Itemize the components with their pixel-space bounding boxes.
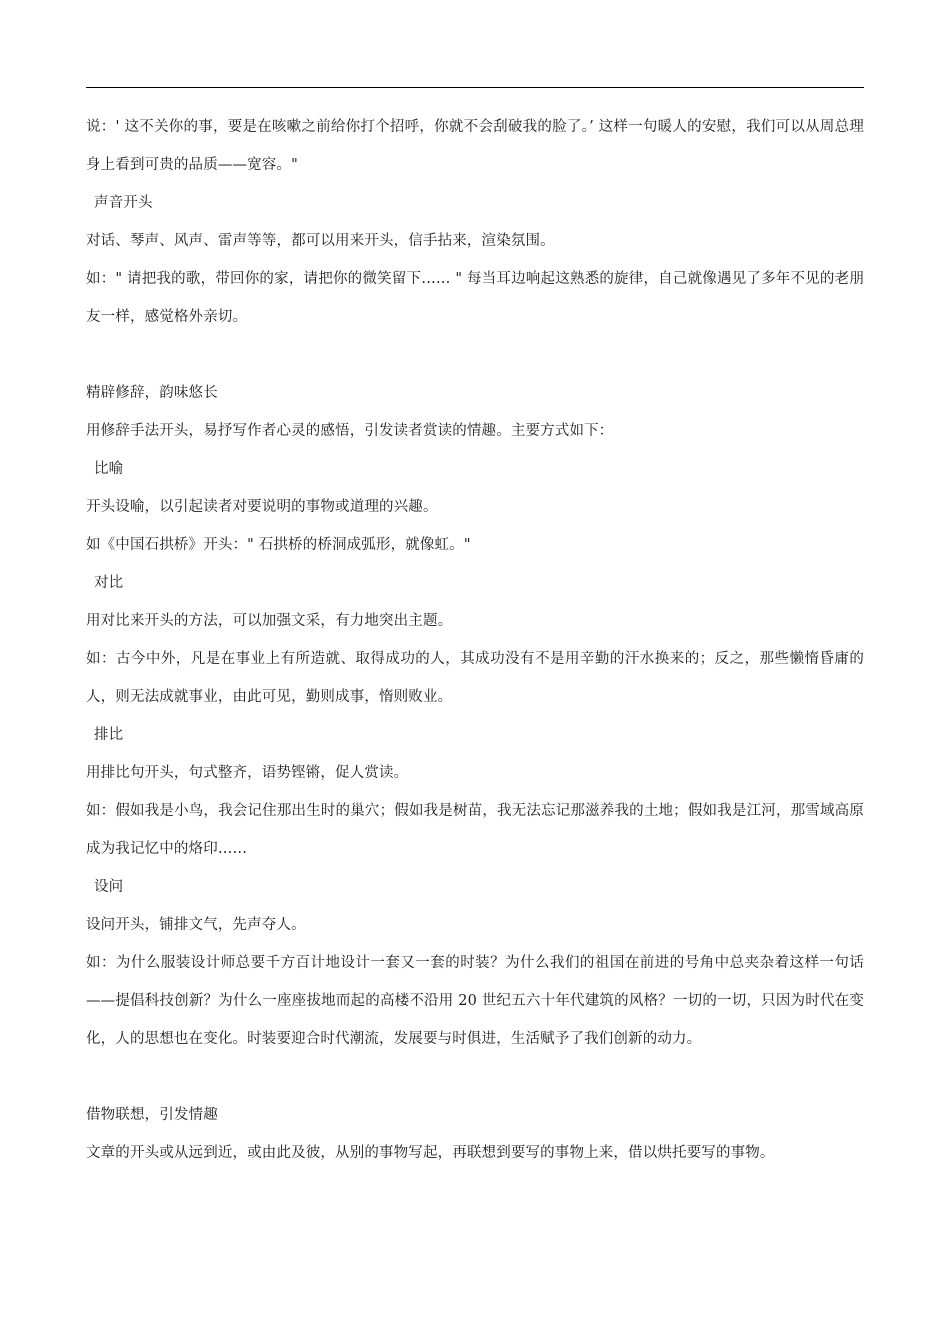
section-heading-association: 借物联想，引发情趣 xyxy=(86,1107,218,1123)
paragraph-comfort-quote: 说：' 这不关你的事，要是在咳嗽之前给你打个招呼，你就不会刮破我的脸了。’ 这样一句暖人的安慰，我们可以从周总理身上看到可贵的品质——宽容。" xyxy=(86,119,864,173)
blank-line xyxy=(86,1058,864,1096)
document-body xyxy=(86,108,864,1172)
paragraph-rhetoric-desc: 用修辞手法开头，易抒写作者心灵的感悟，引发读者赏读的情趣。主要方式如下： xyxy=(86,423,614,439)
subheading-metaphor: 比喻 xyxy=(94,461,124,477)
paragraph-parallelism-example: 如：假如我是小鸟，我会记住那出生时的巢穴；假如我是树苗，我无法忘记那滋养我的土地；假如我是江河，那雪域高原成为我记忆中的烙印…… xyxy=(86,803,864,857)
paragraph-question-example: 如：为什么服装设计师总要千方百计地设计一套又一套的时装？为什么我们的祖国在前进的号角中总夹杂着这样一句话——提倡科技创新？为什么一座座拔地而起的高楼不沿用 20 世纪五六十年代建筑的风格？一切的一切，只因为时代在变化，人的思想也在变化。时装要迎合时代潮流，发展要与时俱进，生活赋予了我们创新的动力。 xyxy=(86,955,864,1047)
paragraph-metaphor-example: 如《中国石拱桥》开头：" 石拱桥的桥洞成弧形，就像虹。" xyxy=(86,537,471,553)
paragraph-association-desc: 文章的开头或从远到近，或由此及彼，从别的事物写起，再联想到要写的事物上来，借以烘托要写的事物。 xyxy=(86,1145,775,1161)
subheading-parallelism: 排比 xyxy=(94,727,124,743)
paragraph-sound-example: 如：" 请把我的歌，带回你的家，请把你的微笑留下…… " 每当耳边响起这熟悉的旋律，自己就像遇见了多年不见的老朋友一样，感觉格外亲切。 xyxy=(86,271,864,325)
paragraph-metaphor-desc: 开头设喻，以引起读者对要说明的事物或道理的兴趣。 xyxy=(86,499,438,515)
subheading-contrast: 对比 xyxy=(94,575,124,591)
paragraph-contrast-desc: 用对比来开头的方法，可以加强文采，有力地突出主题。 xyxy=(86,613,453,629)
subheading-rhetorical-question: 设问 xyxy=(94,879,124,895)
paragraph-sound-desc: 对话、琴声、风声、雷声等等，都可以用来开头，信手拈来，渲染氛围。 xyxy=(86,233,555,249)
subheading-sound-opening: 声音开头 xyxy=(94,195,153,211)
paragraph-parallelism-desc: 用排比句开头，句式整齐，语势铿锵，促人赏读。 xyxy=(86,765,409,781)
paragraph-question-desc: 设问开头，铺排文气，先声夺人。 xyxy=(86,917,306,933)
blank-line xyxy=(86,336,864,374)
section-heading-rhetoric: 精辟修辞，韵味悠长 xyxy=(86,385,218,401)
paragraph-contrast-example: 如：古今中外，凡是在事业上有所造就、取得成功的人，其成功没有不是用辛勤的汗水换来的；反之，那些懒惰昏庸的人，则无法成就事业，由此可见，勤则成事，惰则败业。 xyxy=(86,651,864,705)
header-rule xyxy=(86,87,864,88)
